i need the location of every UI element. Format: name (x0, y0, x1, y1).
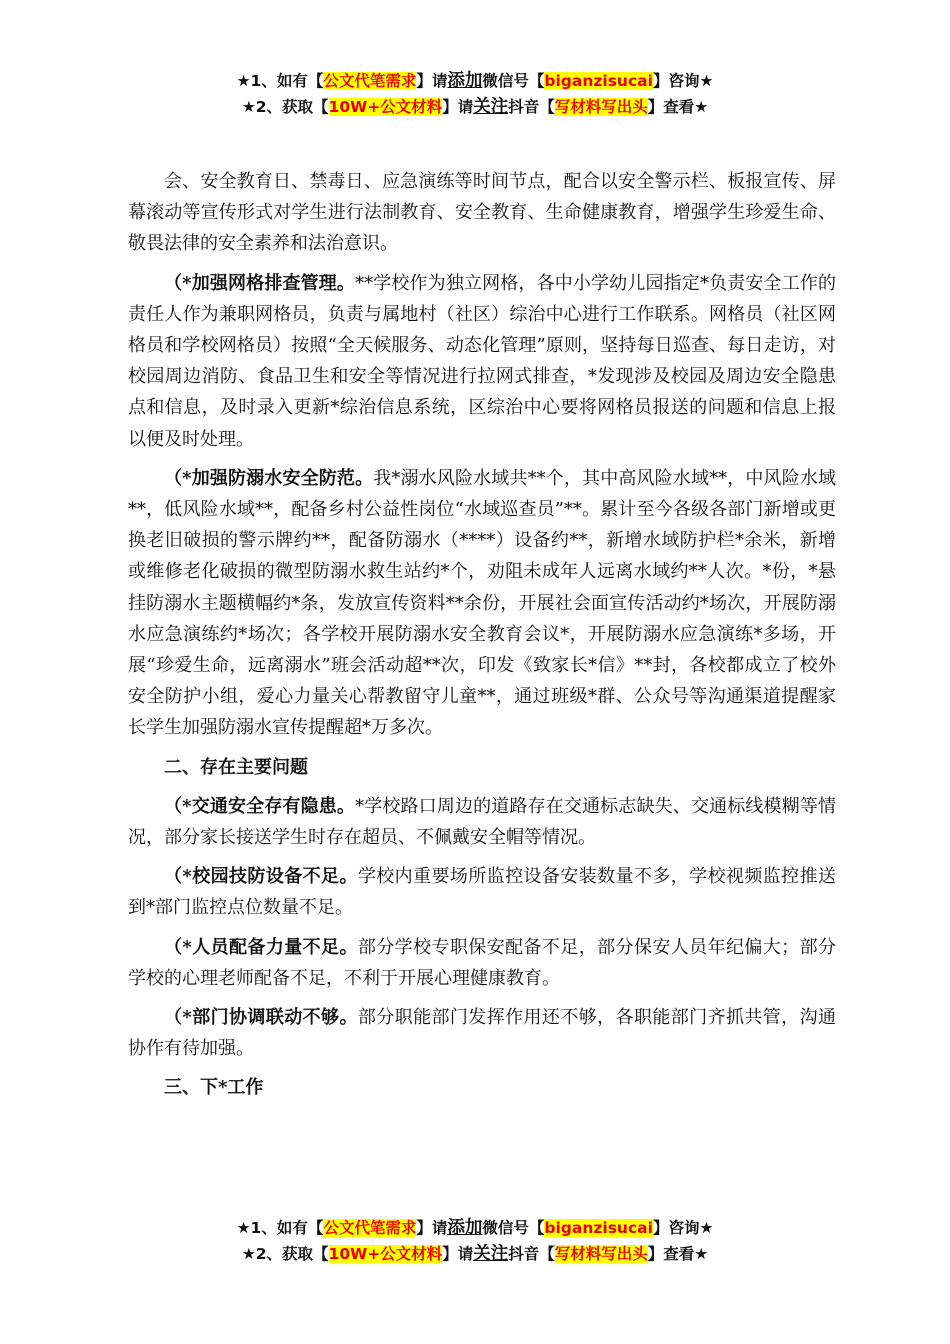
highlight-douyin: 写材料写出头 (554, 98, 648, 116)
highlight-wechat-id: biganzisucai (544, 72, 653, 90)
highlight-materials: 10W+公文材料 (328, 98, 443, 116)
paragraph-heading: （*校园技防设备不足。 (164, 866, 358, 888)
paragraph-3: （*加强防溺水安全防范。我*溺水风险水域共**个，其中高风险水域**，中风险水域**，低风险水域**，配备乡村公益性岗位“水域巡查员”**。累计至今各级各部门新增或更换老旧破损的警示牌约**，配备防溺水（****）设备约**，新增水域防护栏*余米，新增或维修老化破损的微型防溺水救生站约*个，劝阻未成年人远离水域约**人次。*份，*悬挂防溺水主题横幅约*条，发放宣传资料**余份，开展社会面宣传活动约*场次，开展防溺水应急演练约*场次；各学校开展防溺水安全教育会议*，开展防溺水应急演练*多场，开展“珍爱生命，远离溺水”班会活动超**次，印发《致家长*信》**封，各校都成立了校外安全防护小组，爱心力量关心帮教留守儿童**，通过班级*群、公众号等沟通渠道提醒家长学生加强防溺水宣传提醒超*万多次。 (128, 467, 837, 739)
highlight-service: 公文代笔需求 (323, 72, 417, 90)
paragraph-1: 会、安全教育日、禁毒日、应急演练等时间节点，配合以安全警示栏、板报宣传、屏幕滚动等宣传形式对学生进行法制教育、安全教育、生命健康教育，增强学生珍爱生命、敬畏法律的安全素养和法治意识。 (128, 171, 836, 255)
paragraph-4: （*交通安全存有隐患。*学校路口周边的道路存在交通标志缺失、交通标线模糊等情况，部分家长接送学生时存在超员、不佩戴安全帽等情况。 (128, 795, 836, 849)
paragraph-5: （*校园技防设备不足。学校内重要场所监控设备安装数量不多，学校视频监控推送到*部门监控点位数量不足。 (128, 866, 836, 919)
paragraph-6: （*人员配备力量不足。部分学校专职保安配备不足，部分保安人员年纪偏大；部分学校的心理老师配备不足，不利于开展心理健康教育。 (128, 936, 836, 989)
highlight-wechat-id: biganzisucai (544, 1219, 653, 1237)
banner-line-1: ★1、如有【公文代笔需求】请添加微信号【biganzisucai】咨询★ (236, 1218, 714, 1238)
paragraph-heading: （*人员配备力量不足。 (164, 936, 358, 958)
footer-banner (0, 1215, 950, 1267)
paragraph-heading: （*加强网格排查管理。 (164, 272, 356, 294)
paragraph-7: （*部门协调联动不够。部分职能部门发挥作用还不够，各职能部门齐抓共管，沟通协作有待加强。 (128, 1007, 836, 1060)
header-banner (0, 68, 950, 120)
paragraph-heading: （*交通安全存有隐患。 (164, 795, 356, 817)
highlight-materials: 10W+公文材料 (328, 1245, 443, 1263)
paragraph-heading: （*部门协调联动不够。 (164, 1007, 358, 1029)
highlight-service: 公文代笔需求 (323, 1219, 417, 1237)
paragraph-2: （*加强网格排查管理。**学校作为独立网格，各中小学幼儿园指定*负责安全工作的责任人作为兼职网格员，负责与属地村（社区）综治中心进行工作联系。网格员（社区网格员和学校网格员）按照“全天候服务、动态化管理”原则，坚持每日巡查、每日走访，对校园周边消防、食品卫生和安全等情况进行拉网式排查，*发现涉及校园及周边安全隐患点和信息，及时录入更新*综治信息系统，区综治中心要将网格员报送的问题和信息上报以便及时处理。 (128, 272, 836, 450)
section-heading-2: 二、存在主要问题 (164, 756, 308, 778)
paragraph-heading: （*加强防溺水安全防范。 (164, 467, 374, 489)
banner-line-1: ★1、如有【公文代笔需求】请添加微信号【biganzisucai】咨询★ (236, 71, 714, 91)
section-heading-3: 三、下*工作 (164, 1077, 264, 1099)
highlight-douyin: 写材料写出头 (554, 1245, 648, 1263)
document-body (128, 166, 836, 1112)
banner-line-2: ★2、获取【10W+公文材料】请关注抖音【写材料写出头】查看★ (241, 1244, 709, 1264)
banner-line-2: ★2、获取【10W+公文材料】请关注抖音【写材料写出头】查看★ (241, 97, 709, 117)
